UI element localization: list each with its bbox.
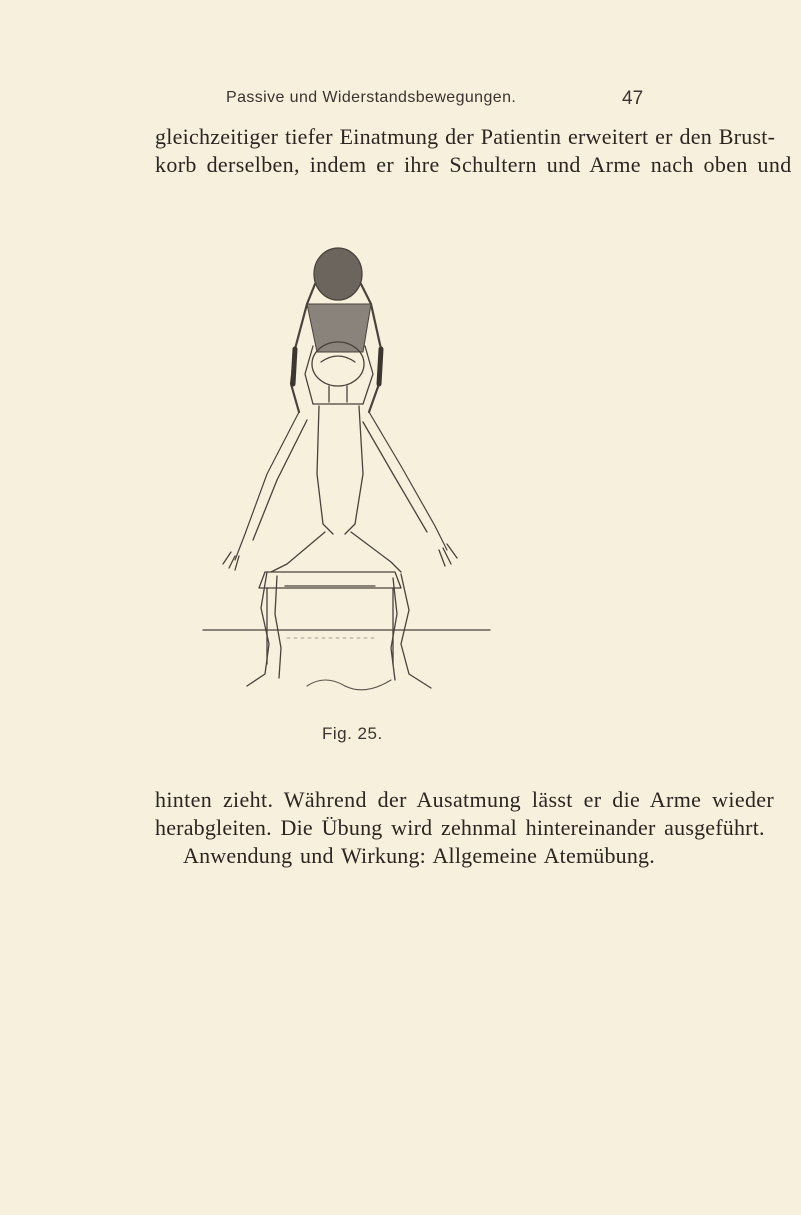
text-line-3: hinten zieht. Während der Ausatmung lässt er die Arme wieder [155,787,775,812]
text-line-1: gleichzeitiger tiefer Einatmung der Patientin erweitert er den Brust- [155,124,776,149]
text-line-2: korb derselben, indem er ihre Schultern und Arme nach oben und [155,152,792,177]
therapist-figure [223,248,457,570]
patient-figure [247,342,431,688]
text-line-5: Anwendung und Wirkung: Allgemeine Atemübung. [183,843,655,868]
text-line-4: herabgleiten. Die Übung wird zehnmal hintereinander ausgeführt. [155,815,765,840]
figure-caption: Fig. 25. [322,724,383,743]
page-number: 47 [622,88,644,109]
exercise-illustration [195,234,495,714]
plate-marks [287,638,391,690]
running-title: Passive und Widerstandsbewegungen. [226,89,517,106]
